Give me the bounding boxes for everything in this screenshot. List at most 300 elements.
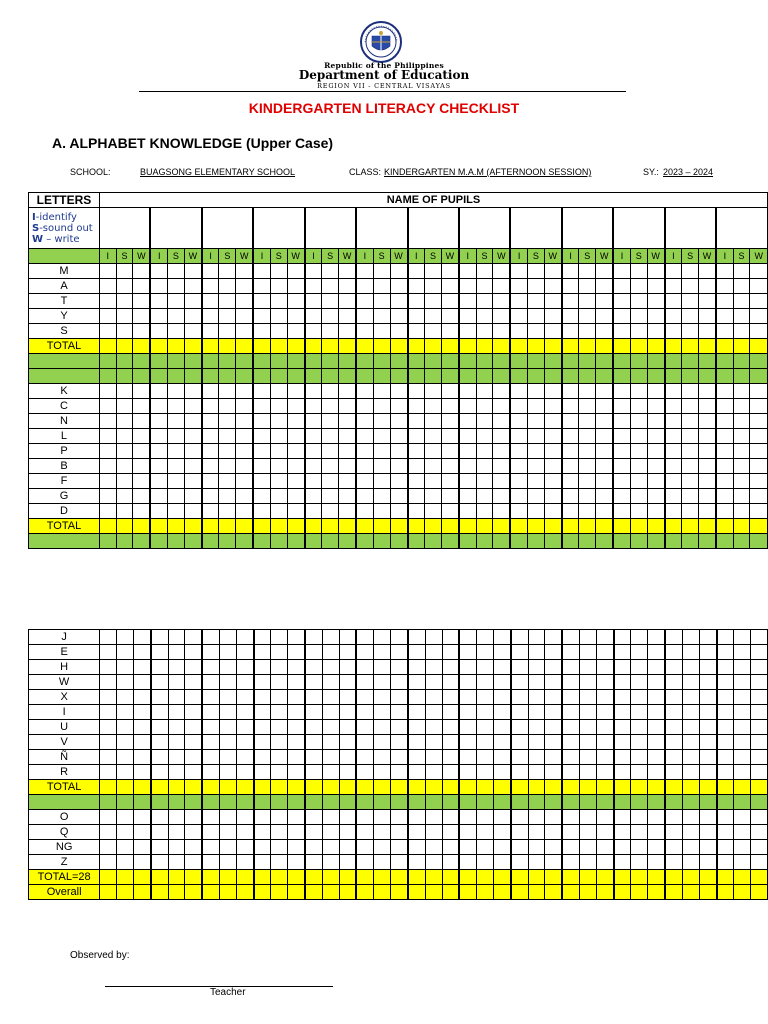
check-cell[interactable] xyxy=(493,750,510,765)
check-cell[interactable] xyxy=(270,474,287,489)
check-cell[interactable] xyxy=(648,720,665,735)
check-cell[interactable] xyxy=(390,504,407,519)
check-cell[interactable] xyxy=(545,705,562,720)
check-cell[interactable] xyxy=(682,399,699,414)
check-cell[interactable] xyxy=(133,294,150,309)
check-cell[interactable] xyxy=(270,414,287,429)
check-cell[interactable] xyxy=(614,630,631,645)
check-cell[interactable] xyxy=(665,279,682,294)
check-cell[interactable] xyxy=(202,735,219,750)
check-cell[interactable] xyxy=(305,429,322,444)
check-cell[interactable] xyxy=(271,630,288,645)
check-cell[interactable] xyxy=(391,630,408,645)
check-cell[interactable] xyxy=(270,429,287,444)
check-cell[interactable] xyxy=(185,840,202,855)
check-cell[interactable] xyxy=(459,645,476,660)
check-cell[interactable] xyxy=(99,264,116,279)
check-cell[interactable] xyxy=(716,459,733,474)
check-cell[interactable] xyxy=(614,660,631,675)
check-cell[interactable] xyxy=(665,705,682,720)
check-cell[interactable] xyxy=(477,825,494,840)
check-cell[interactable] xyxy=(184,429,201,444)
check-cell[interactable] xyxy=(408,735,425,750)
check-cell[interactable] xyxy=(699,309,716,324)
check-cell[interactable] xyxy=(528,825,545,840)
check-cell[interactable] xyxy=(391,705,408,720)
check-cell[interactable] xyxy=(528,735,545,750)
check-cell[interactable] xyxy=(356,324,373,339)
check-cell[interactable] xyxy=(734,825,751,840)
check-cell[interactable] xyxy=(545,825,562,840)
check-cell[interactable] xyxy=(408,855,425,870)
check-cell[interactable] xyxy=(305,810,322,825)
check-cell[interactable] xyxy=(270,444,287,459)
check-cell[interactable] xyxy=(99,414,116,429)
check-cell[interactable] xyxy=(562,705,579,720)
check-cell[interactable] xyxy=(339,399,356,414)
check-cell[interactable] xyxy=(699,735,716,750)
check-cell[interactable] xyxy=(253,444,270,459)
check-cell[interactable] xyxy=(236,810,253,825)
check-cell[interactable] xyxy=(202,444,219,459)
check-cell[interactable] xyxy=(305,735,322,750)
check-cell[interactable] xyxy=(562,840,579,855)
check-cell[interactable] xyxy=(408,294,425,309)
check-cell[interactable] xyxy=(544,399,561,414)
check-cell[interactable] xyxy=(596,855,613,870)
check-cell[interactable] xyxy=(374,720,391,735)
check-cell[interactable] xyxy=(442,825,459,840)
check-cell[interactable] xyxy=(442,630,459,645)
check-cell[interactable] xyxy=(442,705,459,720)
check-cell[interactable] xyxy=(425,675,442,690)
check-cell[interactable] xyxy=(287,264,304,279)
check-cell[interactable] xyxy=(425,429,442,444)
check-cell[interactable] xyxy=(202,825,219,840)
check-cell[interactable] xyxy=(117,765,134,780)
check-cell[interactable] xyxy=(99,279,116,294)
check-cell[interactable] xyxy=(236,474,253,489)
check-cell[interactable] xyxy=(441,429,458,444)
check-cell[interactable] xyxy=(185,705,202,720)
check-cell[interactable] xyxy=(117,825,134,840)
check-cell[interactable] xyxy=(751,750,768,765)
check-cell[interactable] xyxy=(527,309,544,324)
check-cell[interactable] xyxy=(699,489,716,504)
check-cell[interactable] xyxy=(493,630,510,645)
check-cell[interactable] xyxy=(682,489,699,504)
check-cell[interactable] xyxy=(527,489,544,504)
check-cell[interactable] xyxy=(528,810,545,825)
check-cell[interactable] xyxy=(236,765,253,780)
check-cell[interactable] xyxy=(99,294,116,309)
check-cell[interactable] xyxy=(150,294,167,309)
check-cell[interactable] xyxy=(613,459,630,474)
check-cell[interactable] xyxy=(562,630,579,645)
check-cell[interactable] xyxy=(493,414,510,429)
check-cell[interactable] xyxy=(373,489,390,504)
check-cell[interactable] xyxy=(322,675,339,690)
check-cell[interactable] xyxy=(116,309,133,324)
check-cell[interactable] xyxy=(202,324,219,339)
check-cell[interactable] xyxy=(287,279,304,294)
check-cell[interactable] xyxy=(477,645,494,660)
check-cell[interactable] xyxy=(150,414,167,429)
check-cell[interactable] xyxy=(717,735,734,750)
check-cell[interactable] xyxy=(614,690,631,705)
check-cell[interactable] xyxy=(219,735,236,750)
check-cell[interactable] xyxy=(442,750,459,765)
check-cell[interactable] xyxy=(322,504,339,519)
check-cell[interactable] xyxy=(733,489,750,504)
check-cell[interactable] xyxy=(374,675,391,690)
check-cell[interactable] xyxy=(305,690,322,705)
check-cell[interactable] xyxy=(477,810,494,825)
check-cell[interactable] xyxy=(613,384,630,399)
check-cell[interactable] xyxy=(168,630,185,645)
check-cell[interactable] xyxy=(133,489,150,504)
check-cell[interactable] xyxy=(219,294,236,309)
check-cell[interactable] xyxy=(614,720,631,735)
check-cell[interactable] xyxy=(716,474,733,489)
check-cell[interactable] xyxy=(493,825,510,840)
check-cell[interactable] xyxy=(511,765,528,780)
check-cell[interactable] xyxy=(168,705,185,720)
check-cell[interactable] xyxy=(236,279,253,294)
check-cell[interactable] xyxy=(544,459,561,474)
check-cell[interactable] xyxy=(287,489,304,504)
check-cell[interactable] xyxy=(493,384,510,399)
check-cell[interactable] xyxy=(202,840,219,855)
pupil-name-cell[interactable] xyxy=(510,208,561,249)
check-cell[interactable] xyxy=(151,645,168,660)
check-cell[interactable] xyxy=(562,324,579,339)
check-cell[interactable] xyxy=(168,750,185,765)
check-cell[interactable] xyxy=(168,489,185,504)
check-cell[interactable] xyxy=(202,690,219,705)
check-cell[interactable] xyxy=(391,765,408,780)
check-cell[interactable] xyxy=(391,675,408,690)
check-cell[interactable] xyxy=(528,690,545,705)
check-cell[interactable] xyxy=(271,810,288,825)
check-cell[interactable] xyxy=(339,630,356,645)
check-cell[interactable] xyxy=(580,750,597,765)
check-cell[interactable] xyxy=(750,309,768,324)
check-cell[interactable] xyxy=(253,264,270,279)
check-cell[interactable] xyxy=(374,645,391,660)
check-cell[interactable] xyxy=(391,750,408,765)
check-cell[interactable] xyxy=(425,459,442,474)
check-cell[interactable] xyxy=(253,414,270,429)
check-cell[interactable] xyxy=(219,810,236,825)
check-cell[interactable] xyxy=(390,294,407,309)
check-cell[interactable] xyxy=(459,429,476,444)
check-cell[interactable] xyxy=(648,630,665,645)
check-cell[interactable] xyxy=(562,855,579,870)
check-cell[interactable] xyxy=(459,294,476,309)
check-cell[interactable] xyxy=(374,705,391,720)
check-cell[interactable] xyxy=(562,765,579,780)
check-cell[interactable] xyxy=(373,264,390,279)
check-cell[interactable] xyxy=(630,414,647,429)
check-cell[interactable] xyxy=(511,840,528,855)
check-cell[interactable] xyxy=(459,825,476,840)
check-cell[interactable] xyxy=(116,279,133,294)
check-cell[interactable] xyxy=(647,414,664,429)
check-cell[interactable] xyxy=(236,384,253,399)
check-cell[interactable] xyxy=(408,279,425,294)
check-cell[interactable] xyxy=(168,660,185,675)
check-cell[interactable] xyxy=(100,765,117,780)
check-cell[interactable] xyxy=(527,504,544,519)
check-cell[interactable] xyxy=(682,840,699,855)
check-cell[interactable] xyxy=(425,504,442,519)
check-cell[interactable] xyxy=(133,645,150,660)
check-cell[interactable] xyxy=(339,825,356,840)
check-cell[interactable] xyxy=(390,324,407,339)
check-cell[interactable] xyxy=(544,309,561,324)
check-cell[interactable] xyxy=(630,324,647,339)
check-cell[interactable] xyxy=(648,750,665,765)
check-cell[interactable] xyxy=(751,720,768,735)
check-cell[interactable] xyxy=(425,630,442,645)
check-cell[interactable] xyxy=(734,840,751,855)
check-cell[interactable] xyxy=(254,720,271,735)
check-cell[interactable] xyxy=(185,720,202,735)
check-cell[interactable] xyxy=(493,309,510,324)
check-cell[interactable] xyxy=(425,294,442,309)
check-cell[interactable] xyxy=(219,660,236,675)
check-cell[interactable] xyxy=(596,690,613,705)
check-cell[interactable] xyxy=(716,309,733,324)
check-cell[interactable] xyxy=(476,309,493,324)
check-cell[interactable] xyxy=(305,630,322,645)
check-cell[interactable] xyxy=(716,504,733,519)
check-cell[interactable] xyxy=(288,765,305,780)
check-cell[interactable] xyxy=(305,855,322,870)
check-cell[interactable] xyxy=(425,750,442,765)
check-cell[interactable] xyxy=(151,660,168,675)
check-cell[interactable] xyxy=(322,309,339,324)
check-cell[interactable] xyxy=(322,810,339,825)
check-cell[interactable] xyxy=(116,444,133,459)
check-cell[interactable] xyxy=(665,675,682,690)
check-cell[interactable] xyxy=(493,399,510,414)
check-cell[interactable] xyxy=(562,690,579,705)
check-cell[interactable] xyxy=(613,444,630,459)
check-cell[interactable] xyxy=(253,294,270,309)
check-cell[interactable] xyxy=(168,279,185,294)
check-cell[interactable] xyxy=(236,294,253,309)
check-cell[interactable] xyxy=(613,399,630,414)
check-cell[interactable] xyxy=(168,840,185,855)
check-cell[interactable] xyxy=(168,765,185,780)
check-cell[interactable] xyxy=(219,264,236,279)
check-cell[interactable] xyxy=(356,645,373,660)
check-cell[interactable] xyxy=(580,825,597,840)
check-cell[interactable] xyxy=(476,384,493,399)
check-cell[interactable] xyxy=(477,630,494,645)
check-cell[interactable] xyxy=(631,855,648,870)
check-cell[interactable] xyxy=(476,324,493,339)
check-cell[interactable] xyxy=(580,705,597,720)
check-cell[interactable] xyxy=(647,489,664,504)
check-cell[interactable] xyxy=(288,645,305,660)
check-cell[interactable] xyxy=(493,444,510,459)
check-cell[interactable] xyxy=(305,414,322,429)
check-cell[interactable] xyxy=(185,765,202,780)
check-cell[interactable] xyxy=(647,384,664,399)
check-cell[interactable] xyxy=(733,444,750,459)
check-cell[interactable] xyxy=(151,705,168,720)
check-cell[interactable] xyxy=(133,810,150,825)
check-cell[interactable] xyxy=(322,645,339,660)
check-cell[interactable] xyxy=(733,264,750,279)
check-cell[interactable] xyxy=(459,309,476,324)
check-cell[interactable] xyxy=(254,750,271,765)
check-cell[interactable] xyxy=(682,279,699,294)
check-cell[interactable] xyxy=(750,444,768,459)
check-cell[interactable] xyxy=(493,855,510,870)
check-cell[interactable] xyxy=(528,750,545,765)
check-cell[interactable] xyxy=(614,810,631,825)
pupil-name-cell[interactable] xyxy=(356,208,407,249)
check-cell[interactable] xyxy=(647,294,664,309)
check-cell[interactable] xyxy=(270,504,287,519)
check-cell[interactable] xyxy=(322,750,339,765)
check-cell[interactable] xyxy=(580,855,597,870)
check-cell[interactable] xyxy=(682,855,699,870)
check-cell[interactable] xyxy=(116,504,133,519)
check-cell[interactable] xyxy=(219,459,236,474)
check-cell[interactable] xyxy=(596,675,613,690)
check-cell[interactable] xyxy=(374,630,391,645)
check-cell[interactable] xyxy=(580,645,597,660)
check-cell[interactable] xyxy=(391,840,408,855)
check-cell[interactable] xyxy=(751,765,768,780)
check-cell[interactable] xyxy=(562,660,579,675)
check-cell[interactable] xyxy=(562,384,579,399)
check-cell[interactable] xyxy=(613,504,630,519)
check-cell[interactable] xyxy=(493,264,510,279)
check-cell[interactable] xyxy=(665,444,682,459)
check-cell[interactable] xyxy=(441,384,458,399)
check-cell[interactable] xyxy=(425,264,442,279)
check-cell[interactable] xyxy=(184,324,201,339)
check-cell[interactable] xyxy=(648,855,665,870)
check-cell[interactable] xyxy=(580,675,597,690)
check-cell[interactable] xyxy=(631,735,648,750)
check-cell[interactable] xyxy=(356,765,373,780)
check-cell[interactable] xyxy=(751,690,768,705)
check-cell[interactable] xyxy=(630,279,647,294)
check-cell[interactable] xyxy=(580,720,597,735)
check-cell[interactable] xyxy=(527,414,544,429)
check-cell[interactable] xyxy=(322,705,339,720)
check-cell[interactable] xyxy=(441,264,458,279)
check-cell[interactable] xyxy=(322,444,339,459)
check-cell[interactable] xyxy=(682,720,699,735)
check-cell[interactable] xyxy=(133,720,150,735)
check-cell[interactable] xyxy=(493,810,510,825)
check-cell[interactable] xyxy=(750,324,768,339)
check-cell[interactable] xyxy=(425,474,442,489)
check-cell[interactable] xyxy=(459,630,476,645)
check-cell[interactable] xyxy=(665,384,682,399)
check-cell[interactable] xyxy=(408,645,425,660)
check-cell[interactable] xyxy=(184,489,201,504)
check-cell[interactable] xyxy=(631,720,648,735)
check-cell[interactable] xyxy=(408,660,425,675)
check-cell[interactable] xyxy=(236,324,253,339)
check-cell[interactable] xyxy=(117,720,134,735)
check-cell[interactable] xyxy=(545,690,562,705)
check-cell[interactable] xyxy=(527,294,544,309)
check-cell[interactable] xyxy=(527,429,544,444)
check-cell[interactable] xyxy=(356,489,373,504)
check-cell[interactable] xyxy=(391,660,408,675)
check-cell[interactable] xyxy=(717,645,734,660)
check-cell[interactable] xyxy=(356,735,373,750)
check-cell[interactable] xyxy=(699,264,716,279)
check-cell[interactable] xyxy=(99,309,116,324)
check-cell[interactable] xyxy=(750,294,768,309)
check-cell[interactable] xyxy=(596,294,613,309)
check-cell[interactable] xyxy=(733,384,750,399)
check-cell[interactable] xyxy=(116,384,133,399)
check-cell[interactable] xyxy=(476,504,493,519)
check-cell[interactable] xyxy=(322,855,339,870)
check-cell[interactable] xyxy=(630,264,647,279)
check-cell[interactable] xyxy=(322,840,339,855)
check-cell[interactable] xyxy=(219,630,236,645)
check-cell[interactable] xyxy=(441,489,458,504)
check-cell[interactable] xyxy=(374,825,391,840)
check-cell[interactable] xyxy=(100,840,117,855)
check-cell[interactable] xyxy=(339,660,356,675)
check-cell[interactable] xyxy=(717,810,734,825)
check-cell[interactable] xyxy=(682,660,699,675)
check-cell[interactable] xyxy=(630,459,647,474)
check-cell[interactable] xyxy=(579,309,596,324)
check-cell[interactable] xyxy=(100,690,117,705)
check-cell[interactable] xyxy=(253,459,270,474)
check-cell[interactable] xyxy=(100,735,117,750)
check-cell[interactable] xyxy=(254,660,271,675)
check-cell[interactable] xyxy=(287,504,304,519)
check-cell[interactable] xyxy=(271,660,288,675)
check-cell[interactable] xyxy=(528,645,545,660)
check-cell[interactable] xyxy=(133,279,150,294)
check-cell[interactable] xyxy=(219,489,236,504)
pupil-name-cell[interactable] xyxy=(202,208,253,249)
check-cell[interactable] xyxy=(511,645,528,660)
check-cell[interactable] xyxy=(613,474,630,489)
check-cell[interactable] xyxy=(648,660,665,675)
check-cell[interactable] xyxy=(545,765,562,780)
check-cell[interactable] xyxy=(184,279,201,294)
check-cell[interactable] xyxy=(682,444,699,459)
check-cell[interactable] xyxy=(271,675,288,690)
check-cell[interactable] xyxy=(751,660,768,675)
check-cell[interactable] xyxy=(716,384,733,399)
check-cell[interactable] xyxy=(647,264,664,279)
check-cell[interactable] xyxy=(288,750,305,765)
check-cell[interactable] xyxy=(476,459,493,474)
check-cell[interactable] xyxy=(305,294,322,309)
check-cell[interactable] xyxy=(579,459,596,474)
check-cell[interactable] xyxy=(493,504,510,519)
